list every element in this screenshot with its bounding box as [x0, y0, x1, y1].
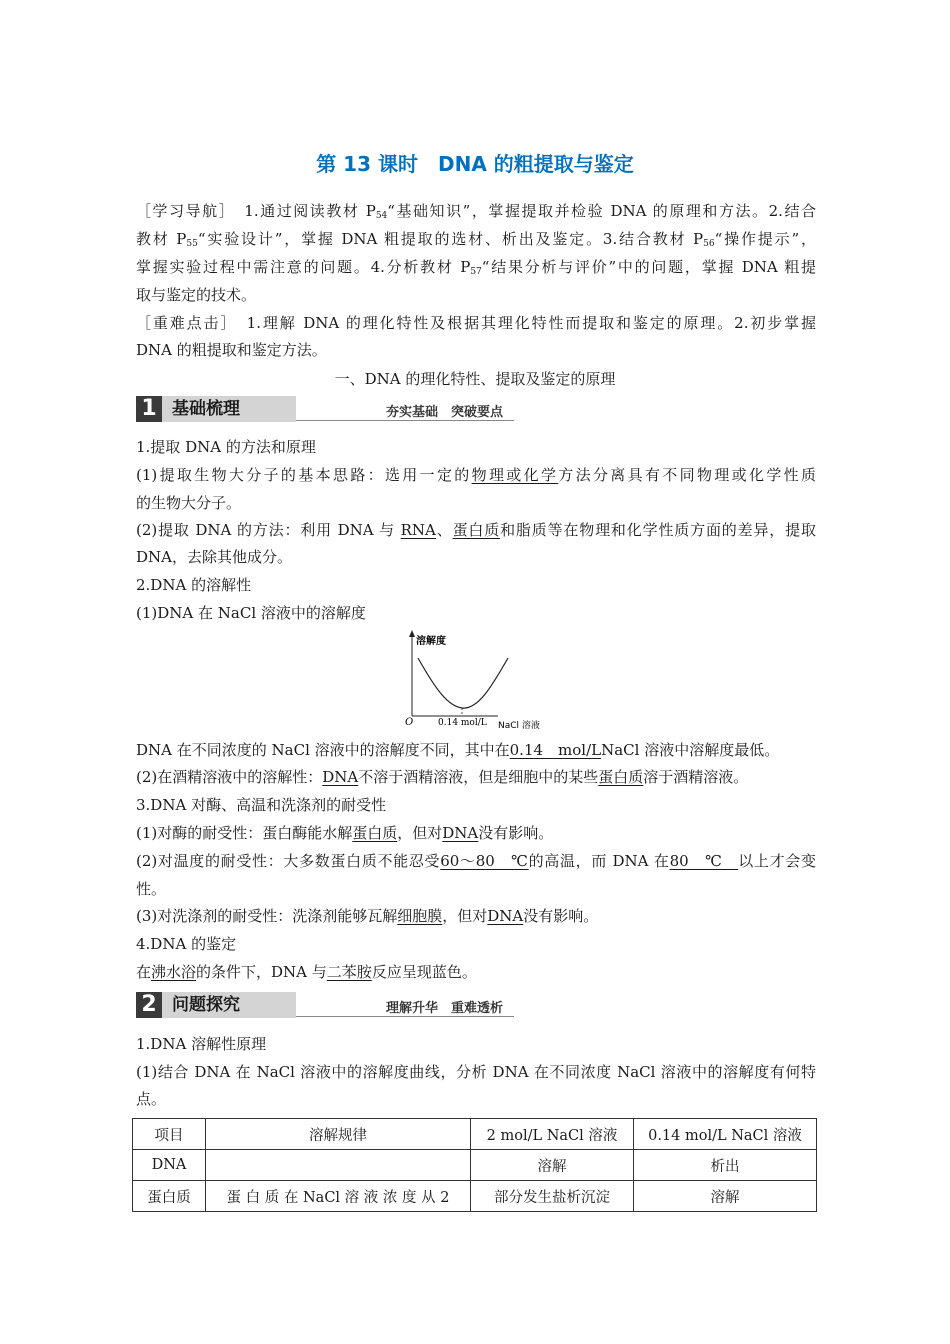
y-axis-arrow-icon [409, 630, 415, 637]
guide-line-4: 取与鉴定的技术。 [136, 286, 257, 304]
table-cell: 部分发生盐析沉淀 [471, 1181, 634, 1212]
banner-label: 基础梳理 [162, 396, 296, 422]
banner-rule [296, 1016, 514, 1017]
min-tick-label: 0.14 mol/L [438, 718, 487, 728]
y-axis-label: 溶解度 [416, 636, 446, 647]
banner-number: 1 [136, 396, 162, 422]
p3-line-g: (3)对洗涤剂的耐受性：洗涤剂能够瓦解细胞膜，但对DNA没有影响。 [136, 907, 599, 925]
banner-subtitle: 理解升华 重难透析 [386, 1001, 504, 1016]
banner-subtitle: 夯实基础 突破要点 [386, 405, 504, 420]
table-row [133, 1150, 817, 1181]
guide-line-1: ［学习导航］ 1.通过阅读教材 $P_{54}“$基础知识”，掌握提取并检验 DNA 的原理和方法。2.结合 [136, 202, 816, 221]
p1-line-a: (1)提取生物大分子的基本思路：选用一定的物理或化学方法分离具有不同物理或化学性质 [136, 466, 816, 484]
table-row [133, 1181, 817, 1212]
p3-line-f: (2)对温度的耐受性：大多数蛋白质不能忍受60～80 ℃的高温，而 DNA 在80 ℃ 以上才会变 [136, 852, 816, 870]
p3-heading: 3.DNA 对酶、高温和洗涤剂的耐受性 [136, 796, 387, 814]
banner-inquiry [136, 992, 516, 1018]
page-title: 第 13 课时 DNA 的粗提取与鉴定 [316, 152, 634, 176]
table-cell: DNA [133, 1150, 206, 1181]
origin-label: O [405, 717, 414, 728]
solubility-table [132, 1118, 817, 1212]
p2-heading: 2.DNA 的溶解性 [136, 576, 252, 594]
p2-line-d: (2)在酒精溶液中的溶解性：DNA不溶于酒精溶液，但是细胞中的某些蛋白质溶于酒精溶液。 [136, 768, 749, 786]
table-cell: 析出 [634, 1150, 817, 1181]
p3-line-f2: 性。 [136, 880, 167, 898]
table-cell: 蛋 白 质 在 NaCl 溶 液 浓 度 从 2 [206, 1181, 471, 1212]
p2-sub1: (1)DNA 在 NaCl 溶液中的溶解度 [136, 604, 366, 622]
table-header-cell: 溶解规律 [206, 1119, 471, 1150]
banner-number: 2 [136, 992, 162, 1018]
section-heading: 一、DNA 的理化特性、提取及鉴定的原理 [334, 370, 616, 388]
p5-question-2: 点。 [136, 1090, 167, 1108]
p5-question: (1)结合 DNA 在 NaCl 溶液中的溶解度曲线，分析 DNA 在不同浓度 NaCl 溶液中的溶解度有何特 [136, 1063, 816, 1081]
table-cell: 蛋白质 [133, 1181, 206, 1212]
guide-line-3: 掌握实验过程中需注意的问题。4.分析教材 $P_{57}“$结果分析与评价”中的问题，掌握 DNA 粗提 [136, 258, 816, 277]
table-row [133, 1119, 817, 1150]
table-cell: 溶解 [634, 1181, 817, 1212]
guide-line-2: 教材 $P_{55}“$实验设计”，掌握 DNA 粗提取的选材、析出及鉴定。3.结合教材 $P_{56}“$操作提示”， [136, 230, 816, 249]
solubility-chart [398, 628, 558, 734]
p1-line-a2: 的生物大分子。 [136, 494, 242, 512]
solubility-curve [418, 658, 508, 708]
table-cell [206, 1150, 471, 1181]
banner-label: 问题探究 [162, 992, 296, 1018]
banner-basics [136, 396, 516, 422]
p5-heading: 1.DNA 溶解性原理 [136, 1035, 267, 1053]
table-header-cell: 项目 [133, 1119, 206, 1150]
p1-line-b: (2)提取 DNA 的方法：利用 DNA 与 RNA、蛋白质和脂质等在物理和化学性质方面的差异，提取 [136, 521, 816, 539]
x-axis-label: NaCl 溶液 [498, 721, 540, 731]
table-header-cell: 2 mol/L NaCl 溶液 [471, 1119, 634, 1150]
key-line-1: ［重难点击］ 1.理解 DNA 的理化特性及根据其理化特性而提取和鉴定的原理。2.初步掌握 [136, 314, 816, 332]
p2-line-c: DNA 在不同浓度的 NaCl 溶液中的溶解度不同，其中在0.14 mol/LNaCl 溶液中溶解度最低。 [136, 741, 780, 759]
banner-rule [296, 420, 514, 421]
p4-heading: 4.DNA 的鉴定 [136, 935, 237, 953]
p4-line-i: 在沸水浴的条件下，DNA 与二苯胺反应呈现蓝色。 [136, 963, 477, 981]
p1-heading: 1.提取 DNA 的方法和原理 [136, 438, 316, 456]
p3-line-e: (1)对酶的耐受性：蛋白酶能水解蛋白质，但对DNA没有影响。 [136, 824, 554, 842]
p1-line-b2: DNA，去除其他成分。 [136, 548, 292, 566]
table-header-cell: 0.14 mol/L NaCl 溶液 [634, 1119, 817, 1150]
key-line-2: DNA 的粗提取和鉴定方法。 [136, 341, 327, 359]
table-cell: 溶解 [471, 1150, 634, 1181]
